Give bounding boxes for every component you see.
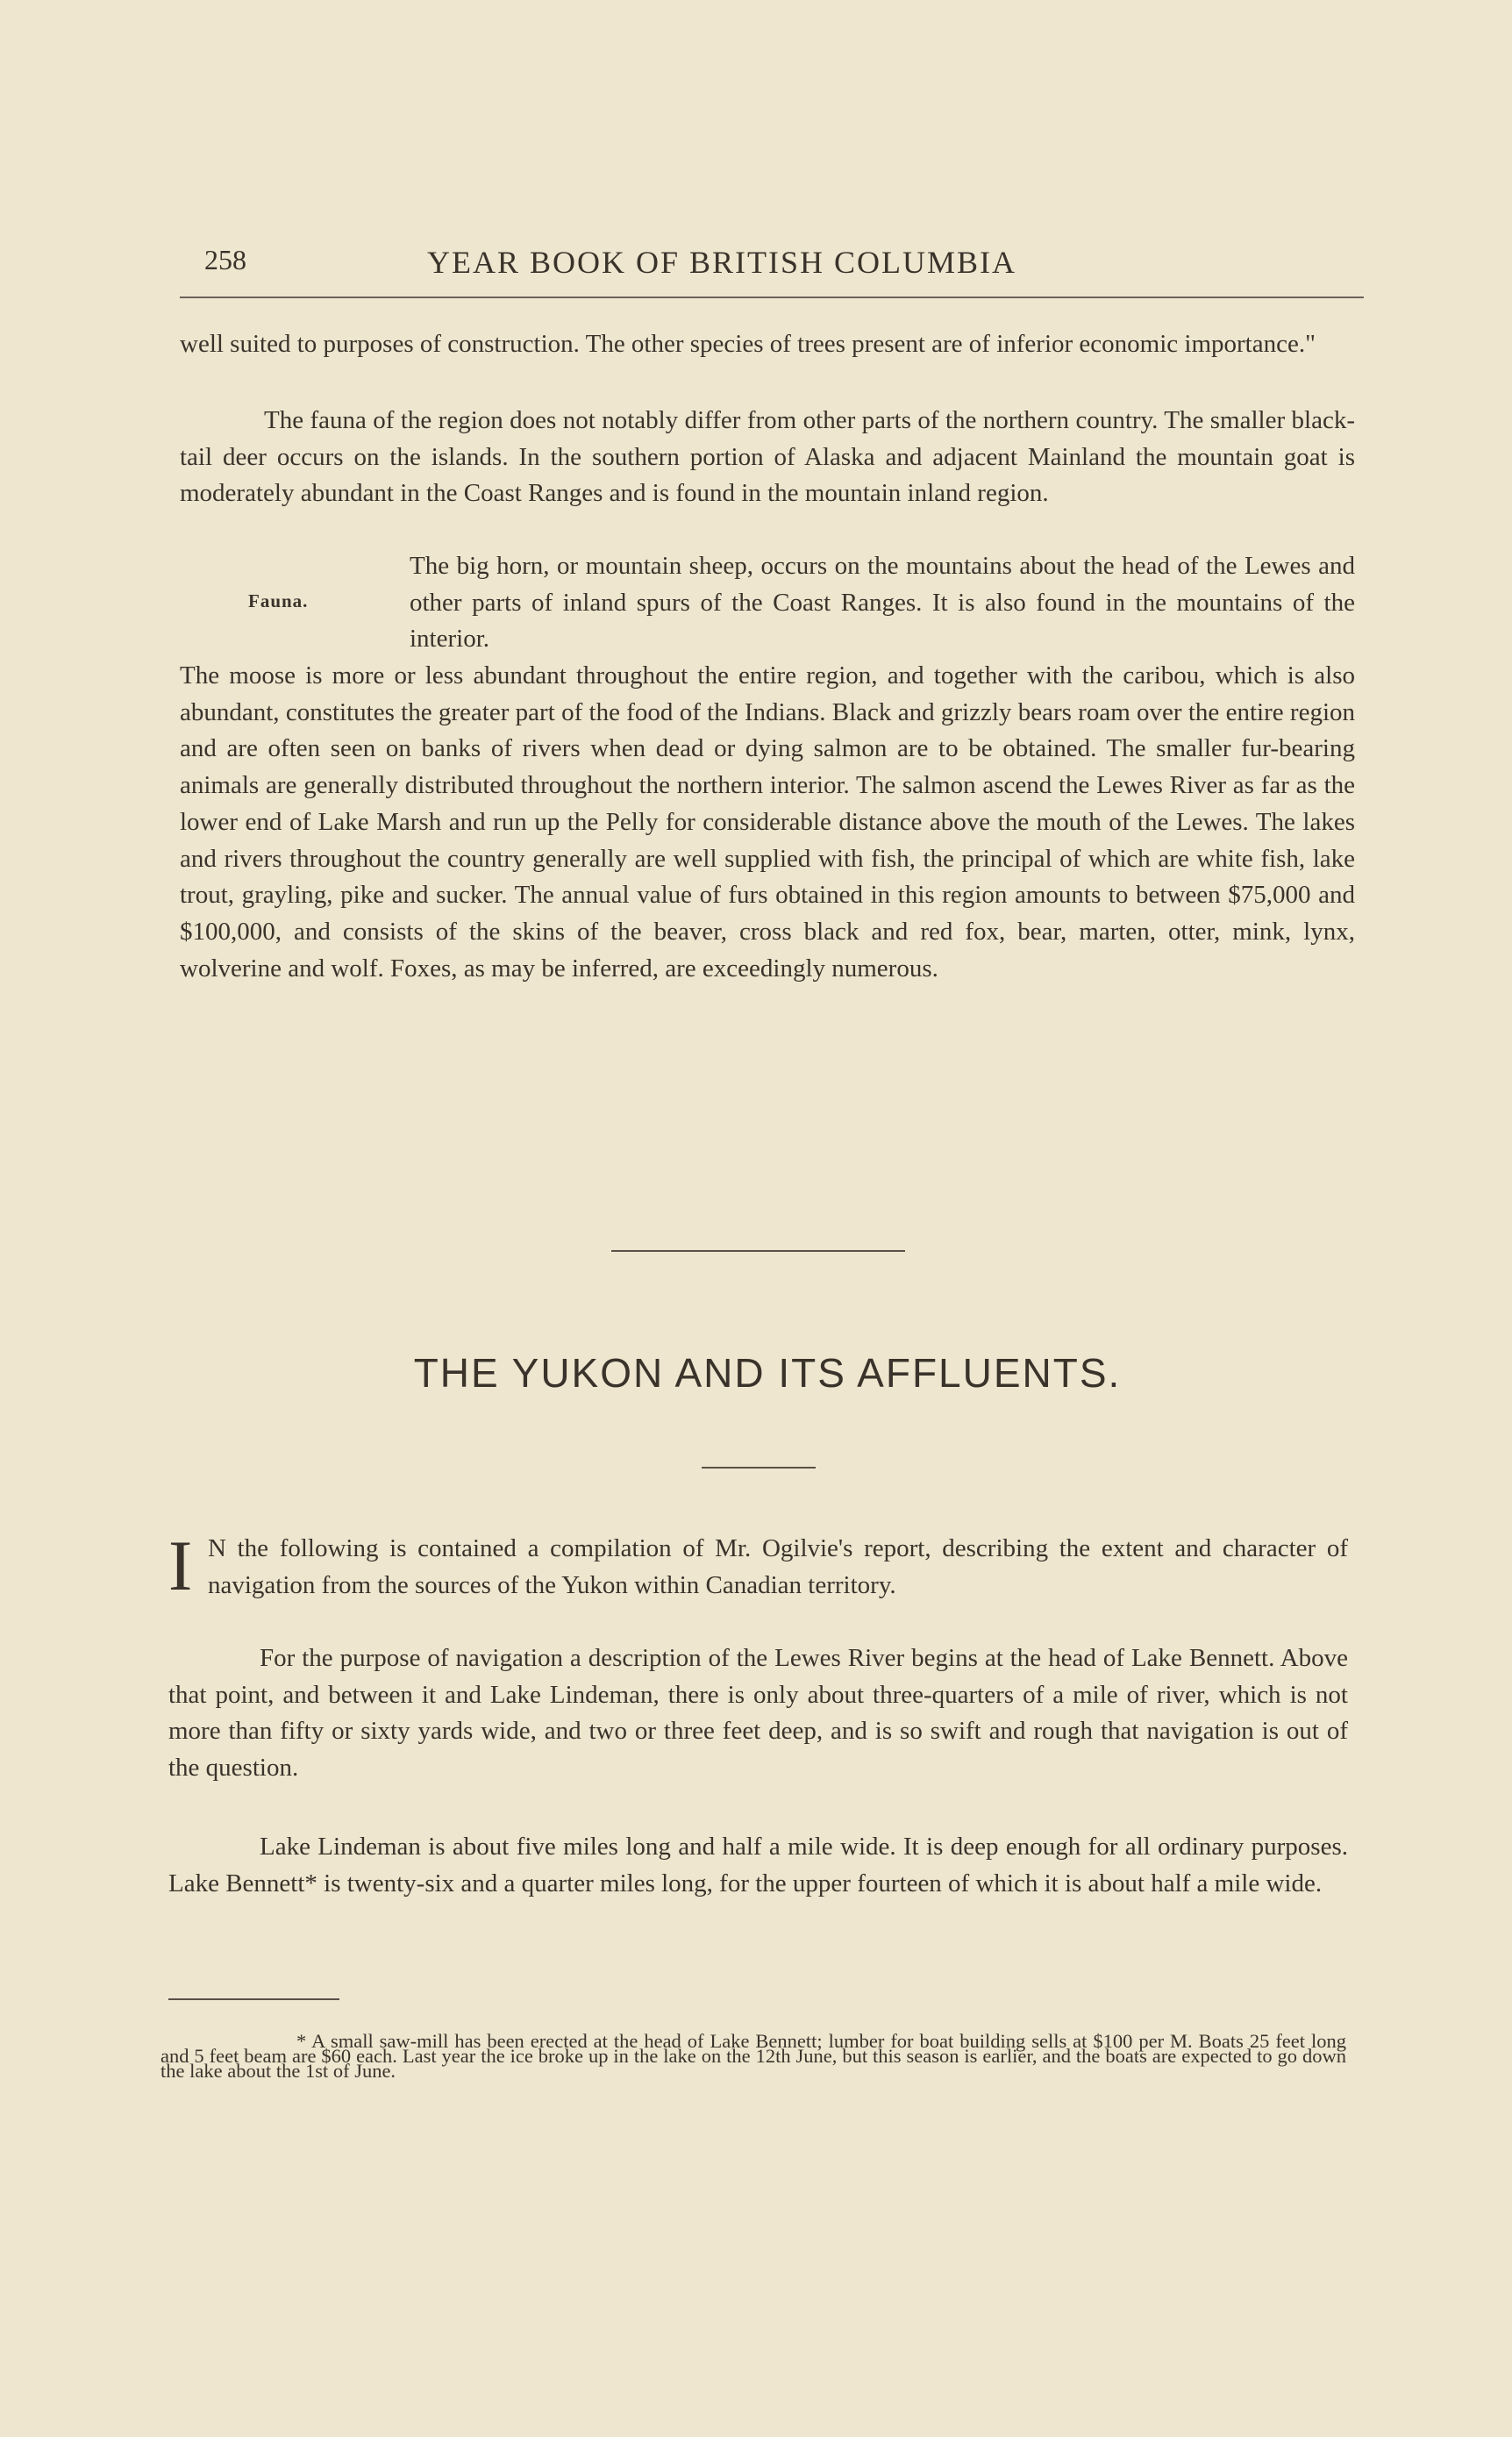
- running-title: YEAR BOOK OF BRITISH COLUMBIA: [427, 245, 1017, 280]
- paragraph-moose: The moose is more or less abundant throughout the entire region, and together with the caribou, which is also abundant, constitutes the greater part of the food of the Indians. Black and grizzly bears roam over the entire region and are often seen on banks of rivers when dead or dying salmon are to be obtained. The smaller fur-bearing animals are generally distributed throughout the northern interior. The salmon ascend the Lewes River as far as the lower end of Lake Marsh and run up the Pelly for considerable distance above the mouth of the Lewes. The lakes and rivers throughout the country generally are well supplied with fish, the principal of which are white fish, lake trout, grayling, pike and sucker. The annual value of furs obtained in this region amounts to between $75,000 and $100,000, and consists of the skins of the beaver, cross black and red fox, bear, marten, otter, mink, lynx, wolverine and wolf. Foxes, as may be inferred, are exceedingly numerous.: [180, 661, 1355, 983]
- paragraph-lewes-river: For the purpose of navigation a description of the Lewes River begins at the head of Lake Bennett. Above that point, and between it and Lake Lindeman, there is only about three-quarters of a mile of river, which is not more than fifty or sixty yards wide, and two or three feet deep, and is so swift and rough that navigation is out of the question.: [168, 1644, 1348, 1783]
- footnote: * A small saw-mill has been erected at the head of Lake Bennett; lumber for boat building sells at $100 per M. Boats 25 feet long and 5 feet beam are $60 each. Last year the ice broke up in the lake on the 12th June, but this season is earlier, and the boats are expected to go down the lake about the 1st of June.: [160, 2030, 1346, 2082]
- section-divider: [611, 1250, 905, 1252]
- side-note-fauna: Fauna.: [248, 590, 309, 611]
- heading-underline: [702, 1467, 816, 1469]
- footnote-rule: [168, 1998, 339, 2000]
- fauna-inset-block: [180, 548, 1355, 658]
- drop-cap: I: [168, 1526, 193, 1605]
- paragraph-ogilvie-report: N the following is contained a compilation of Mr. Ogilvie's report, describing the extent and character of navigation from the sources of the Yukon within Canadian territory.: [208, 1534, 1348, 1599]
- paragraph-construction: well suited to purposes of construction. The other species of trees present are of inferior economic importance.": [180, 330, 1316, 358]
- paragraph-big-horn: The big horn, or mountain sheep, occurs on the mountains about the head of the Lewes and other parts of inland spurs of the Coast Ranges. It is also found in the mountains of the interior.: [410, 552, 1355, 654]
- section-heading: THE YUKON AND ITS AFFLUENTS.: [413, 1350, 1122, 1396]
- paragraph-fauna-intro: The fauna of the region does not notably differ from other parts of the northern country. The smaller black-tail deer occurs on the islands. In the southern portion of Alaska and adjacent Mainland the mountain goat is moderately abundant in the Coast Ranges and is found in the mountain inland region.: [180, 406, 1355, 508]
- header-rule: [180, 297, 1364, 298]
- page-number: 258: [204, 244, 246, 275]
- dropcap-paragraph: [168, 1526, 1348, 1605]
- paragraph-lake-lindeman: Lake Lindeman is about five miles long and half a mile wide. It is deep enough for all ordinary purposes. Lake Bennett* is twenty-six and a quarter miles long, for the upper fourteen of which it is about half a mile wide.: [168, 1833, 1348, 1897]
